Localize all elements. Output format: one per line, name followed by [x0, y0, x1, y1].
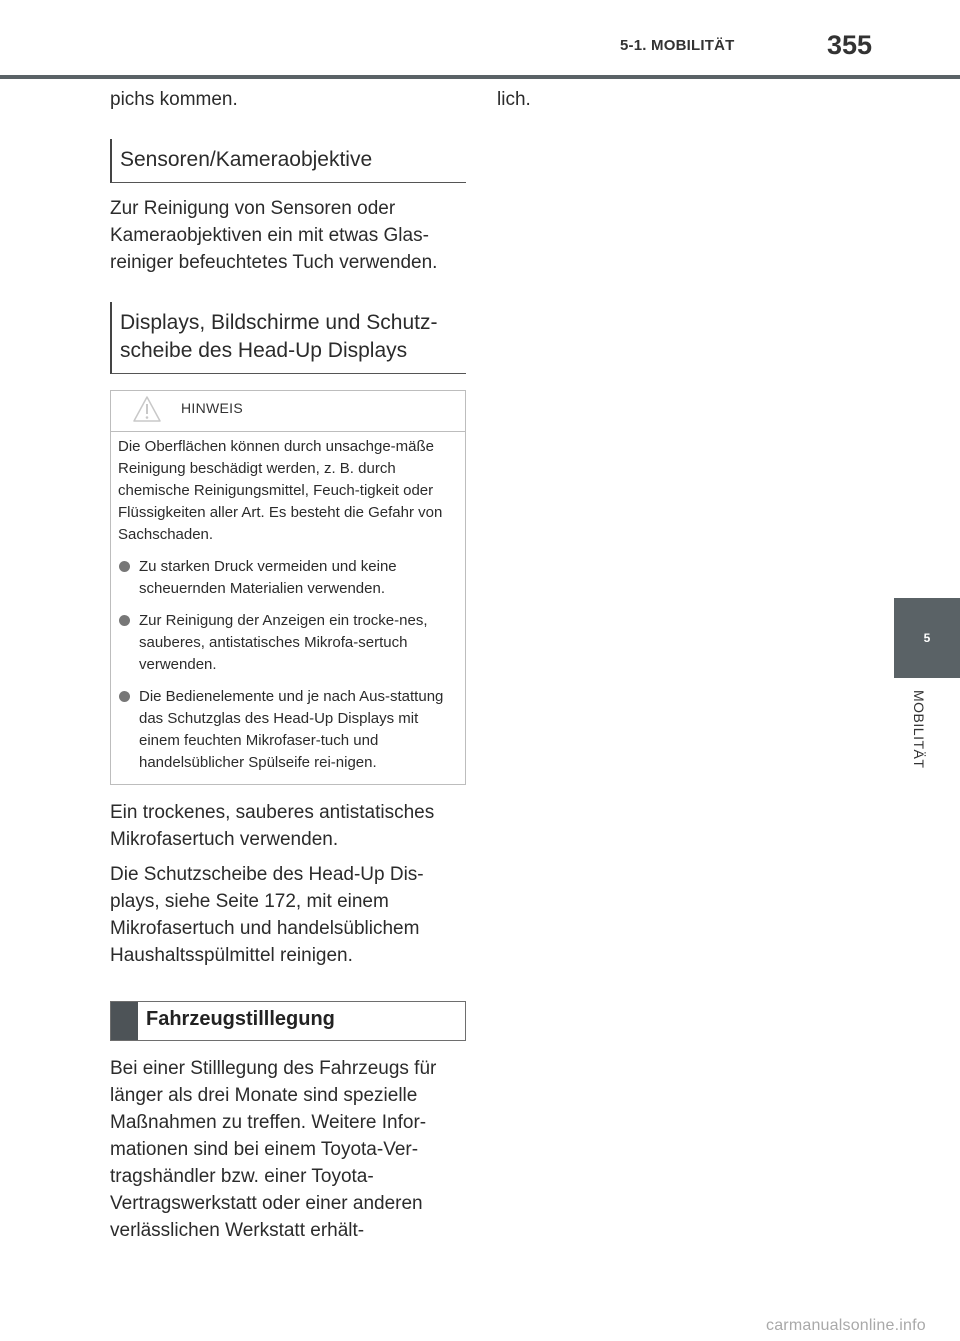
bullet-dot-icon — [119, 691, 130, 702]
running-header-section: 5-1. MOBILITÄT — [620, 37, 735, 54]
header-rule — [0, 75, 960, 79]
chapter-label: MOBILITÄT — [911, 690, 927, 769]
chapter-number: 5 — [923, 631, 931, 645]
notice-title: HINWEIS — [181, 400, 243, 416]
notice-header — [111, 391, 465, 432]
right-continuation: lich. — [497, 89, 531, 110]
notice-box — [110, 390, 466, 785]
heading-displays: Displays, Bildschirme und Schutz-scheibe des Head-Up Displays — [110, 302, 466, 374]
notice-bullet — [118, 610, 455, 676]
bullet-dot-icon — [119, 561, 130, 572]
notice-bullet-text: Die Bedienelemente und je nach Aus-stattung das Schutzglas des Head-Up Displays mit einem feuchten Mikrofaser-tuch und handelsüblicher Spülseife rei-nigen. — [139, 688, 444, 771]
notice-bullet-text: Zur Reinigung der Anzeigen ein trocke-nes, sauberes, antistatisches Mikrofa-sertuch verwenden. — [139, 612, 428, 673]
heading-sensors: Sensoren/Kameraobjektive — [110, 139, 466, 183]
notice-bullet-text: Zu starken Druck vermeiden und keine scheuernden Materialien verwenden. — [139, 558, 397, 597]
watermark: carmanualsonline.info — [766, 1317, 926, 1334]
right-column — [497, 86, 853, 121]
chapter-tab[interactable] — [894, 598, 960, 678]
section-heading-bar — [111, 1002, 138, 1040]
bullet-dot-icon — [119, 615, 130, 626]
sensors-text: Zur Reinigung von Sensoren oder Kameraobjektiven ein mit etwas Glas-reiniger befeuchtetes Tuch verwenden. — [110, 198, 438, 273]
warning-triangle-icon — [132, 395, 162, 423]
notice-bullet — [118, 556, 455, 600]
storage-text: Bei einer Stilllegung des Fahrzeugs für länger als drei Monate sind spezielle Maßnahmen zu treffen. Weitere Infor-mationen sind bei einem Toyota-Ver-tragshändler bzw. einer Toyota-Vertragswerkstatt oder einer anderen verlässlichen Werkstatt erhält- — [110, 1058, 437, 1241]
storage-heading-text: Fahrzeugstilllegung — [146, 1008, 335, 1030]
notice-body — [111, 432, 465, 784]
left-column — [110, 86, 466, 1252]
intro-continuation: pichs kommen. — [110, 89, 238, 110]
notice-bullet — [118, 686, 455, 774]
heading-storage — [110, 1001, 466, 1041]
displays-paragraph-1: Ein trockenes, sauberes antistatisches Mikrofasertuch verwenden. — [110, 802, 435, 850]
displays-paragraph-2: Die Schutzscheibe des Head-Up Dis-plays, siehe Seite 172, mit einem Mikrofasertuch und handelsüblichem Haushaltsspülmittel reinigen. — [110, 864, 424, 966]
notice-intro: Die Oberflächen können durch unsachge-mäße Reinigung beschädigt werden, z. B. durch chemische Reinigungsmittel, Feuch-tigkeit oder Flüssigkeiten aller Art. Es besteht die Gefahr von Sachschaden. — [118, 438, 443, 543]
page-number: 355 — [827, 30, 873, 60]
